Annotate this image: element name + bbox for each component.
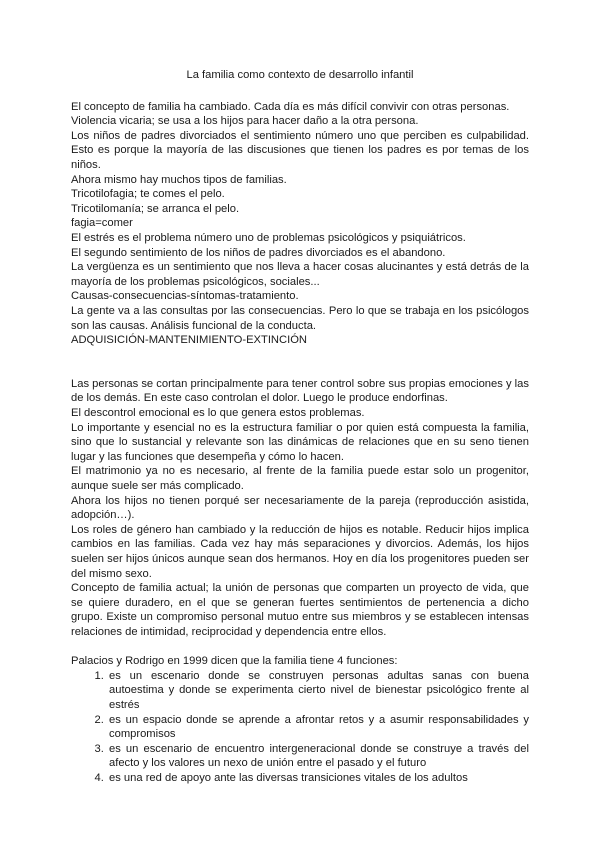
paragraph: ADQUISICIÓN-MANTENIMIENTO-EXTINCIÓN	[71, 334, 307, 347]
paragraph: El segundo sentimiento de los niños de padres divorciados es el abandono.	[71, 246, 446, 259]
section-family-dynamics	[71, 377, 529, 640]
list-item: 3. es un escenario de encuentro intergeneracional donde se construye a través del afecto y los valores un nexo de unión entre el pasado y el futuro	[107, 742, 529, 771]
paragraph: Concepto de familia actual; la unión de personas que comparten un proyecto de vida, que se quiere duradero, en el que se generan fuertes sentimientos de pertenencia a dicho grupo. Existe un compromiso personal mutuo entre sus miembros y se establecen intensas relaciones de intimidad, reciprocidad y dependencia entre ellos.	[71, 582, 529, 638]
list-item: 4. es una red de apoyo ante las diversas transiciones vitales de los adultos	[107, 771, 529, 786]
section-family-functions	[71, 654, 529, 785]
paragraph: Tricotilofagia; te comes el pelo.	[71, 188, 225, 201]
page-title: La familia como contexto de desarrollo infantil	[186, 69, 414, 81]
paragraph: La gente va a las consultas por las consecuencias. Pero lo que se trabaja en los psicólogos son las causas. Análisis funcional de la conducta.	[71, 304, 529, 332]
paragraph: Los roles de género han cambiado y la reducción de hijos es notable. Reducir hijos implica cambios en las familias. Cada vez hay más separaciones y divorcios. Además, los hijos suelen ser hijos únicos aunque sean dos hermanos. Hoy en día los progenitores pueden ser del mismo sexo.	[71, 523, 529, 580]
list-item: 1. es un escenario donde se construyen personas adultas sanas con buena autoestima y donde se experimenta cierto nivel de bienestar psicológico frente al estrés	[107, 669, 529, 713]
paragraph: Palacios y Rodrigo en 1999 dicen que la familia tiene 4 funciones:	[71, 655, 398, 668]
paragraph: Violencia vicaria; se usa a los hijos para hacer daño a la otra persona.	[71, 115, 419, 128]
paragraph: El matrimonio ya no es necesario, al frente de la familia puede estar solo un progenitor, aunque suele ser más complicado.	[71, 465, 529, 493]
paragraph: fagia=comer	[71, 217, 133, 230]
paragraph: El descontrol emocional es lo que genera estos problemas.	[71, 407, 365, 420]
paragraph: Tricotilomanía; se arranca el pelo.	[71, 202, 240, 215]
paragraph: Las personas se cortan principalmente para tener control sobre sus propias emociones y las de los demás. En este caso controlan el dolor. Luego le produce endorfinas.	[71, 377, 529, 405]
paragraph: Ahora mismo hay muchos tipos de familias.	[71, 173, 287, 186]
paragraph: El concepto de familia ha cambiado. Cada día es más difícil convivir con otras personas.	[71, 100, 510, 113]
paragraph: Causas-consecuencias-síntomas-tratamiento.	[71, 290, 299, 303]
paragraph: Los niños de padres divorciados el sentimiento número uno que perciben es culpabilidad. Esto es porque la mayoría de las discusiones que tienen los padres es por temas de los niños.	[71, 129, 529, 171]
paragraph: Lo importante y esencial no es la estructura familiar o por quien está compuesta la familia, sino que lo sustancial y relevante son las dinámicas de relaciones que en su seno tienen lugar y las funciones que desempeña y cómo lo hacen.	[71, 421, 529, 463]
paragraph: La vergüenza es un sentimiento que nos lleva a hacer cosas alucinantes y está detrás de la mayoría de los problemas psicológicos, sociales...	[71, 261, 529, 288]
list-item: 2. es un espacio donde se aprende a afrontar retos y a asumir responsabilidades y compromisos	[107, 713, 529, 742]
section-family-concept	[71, 100, 529, 348]
spacer	[71, 362, 529, 377]
spacer	[71, 640, 529, 655]
paragraph: Ahora los hijos no tienen porqué ser necesariamente de la pareja (reproducción asistida, adopción…).	[71, 494, 529, 522]
functions-list	[71, 669, 529, 786]
paragraph: El estrés es el problema número uno de problemas psicológicos y psiquiátricos.	[71, 231, 466, 244]
spacer	[71, 348, 529, 363]
